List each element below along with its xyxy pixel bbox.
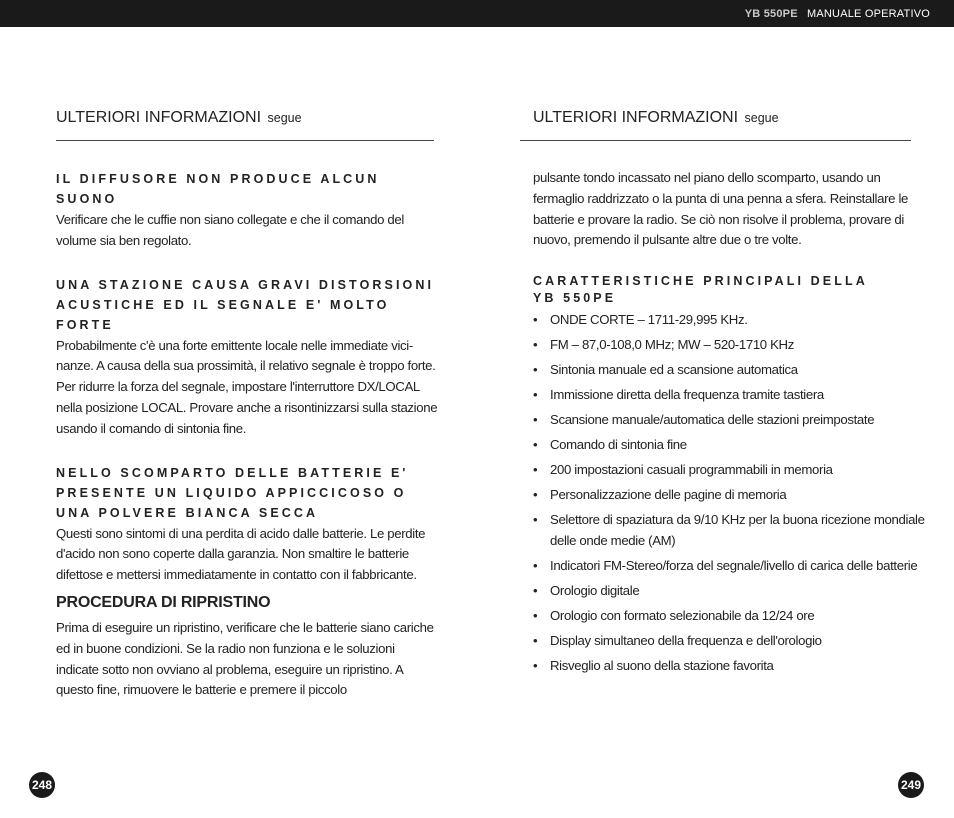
feature-item [533,460,925,481]
troubleshooting-heading: UNA POLVERE BIANCA SECCA [56,505,319,520]
feature-text: 200 impostazioni casuali programmabili in memoria [550,461,833,477]
right-section-title-text: ULTERIORI INFORMAZIONI [533,109,739,126]
feature-item [533,410,925,431]
feature-text: Sintonia manuale ed a scansione automatica [550,361,798,377]
feature-text: Selettore di spaziatura da 9/10 KHz per la buona ricezione mondiale delle onde medie (AM) [550,511,925,548]
troubleshooting-heading: IL DIFFUSORE NON PRODUCE ALCUN SUONO [56,172,380,206]
troubleshooting-item [56,169,438,252]
feature-text: Display simultaneo della frequenza e dell'orologio [550,632,822,648]
feature-item [533,656,925,677]
right-section-suffix: segue [744,111,779,125]
features-section [533,273,925,681]
feature-text: Scansione manuale/automatica delle stazioni preimpostate [550,411,875,427]
feature-item [533,510,925,552]
troubleshooting-heading: NELLO SCOMPARTO DELLE BATTERIE E' [56,465,409,480]
feature-item [533,385,925,406]
bullet-icon: • [533,607,538,623]
bullet-icon: • [533,486,538,502]
bullet-icon: • [533,411,538,427]
reset-section [56,594,438,701]
left-section-suffix: segue [267,111,302,125]
bullet-icon: • [533,557,538,573]
troubleshooting-heading: ACUSTICHE ED IL SEGNALE E' MOLTO FORTE [56,297,390,332]
left-section-title-text: ULTERIORI INFORMAZIONI [56,109,262,126]
continuation-text: pulsante tondo incassato nel piano dello scomparto, usando un fermaglio raddrizzato o la punta di una penna a sfera. Reinstallare le batterie e provare la radio. Se ciò non risolve il problema, provare di nuovo, premendo il pulsante altre due o tre volte. [533,170,909,248]
features-heading-line: CARATTERISTICHE PRINCIPALI DELLA [533,274,868,288]
troubleshooting-body: Verificare che le cuffie non siano collegate e che il comando del volume sia ben regolato. [56,212,404,248]
header-manual-title: MANUALE OPERATIVO [807,8,930,20]
troubleshooting-item [56,463,438,586]
bullet-icon: • [533,582,538,598]
bullet-icon: • [533,312,538,327]
reset-title: PROCEDURA DI RIPRISTINO [56,594,271,611]
troubleshooting-heading: PRESENTE UN LIQUIDO APPICCICOSO O [56,485,407,500]
feature-text: FM – 87,0-108,0 MHz; MW – 520-1710 KHz [550,336,794,352]
feature-item [533,631,925,652]
features-heading-line: YB 550PE [533,291,617,305]
feature-item [533,360,925,381]
right-continuation [533,168,925,251]
feature-text: Risveglio al suono della stazione favorita [550,657,774,673]
bullet-icon: • [533,632,538,648]
page-header-bar [0,0,954,27]
feature-text: Orologio con formato selezionabile da 12/24 ore [550,607,815,623]
troubleshooting-item [56,275,438,440]
features-list [533,310,925,676]
left-troubleshooting-list [56,169,438,586]
left-section-title [56,109,302,127]
troubleshooting-body: Probabilmente c'è una forte emittente locale nelle immediate vici-nanze. A causa della sua prossimità, il relativo segnale è troppo forte. Per ridurre la forza del segnale, impostare l'interruttore DX/LOCAL nella posizione LOCAL. Provare anche a risontinizzarsi sulla stazione usando il comando di sintonia fine. [56,337,438,436]
page-number-left: 248 [29,772,55,798]
feature-text: Immissione diretta della frequenza tramite tastiera [550,386,824,402]
page-number-right: 249 [898,772,924,798]
bullet-icon: • [533,336,538,352]
feature-item [533,606,925,627]
troubleshooting-heading: UNA STAZIONE CAUSA GRAVI DISTORSIONI [56,277,435,292]
header-text [745,8,930,20]
feature-item [533,335,925,356]
feature-text: Orologio digitale [550,582,640,598]
feature-text: Indicatori FM-Stereo/forza del segnale/livello di carica delle batterie [550,557,918,573]
bullet-icon: • [533,386,538,402]
feature-item [533,556,925,577]
feature-item [533,485,925,506]
feature-item [533,581,925,602]
troubleshooting-body: Questi sono sintomi di una perdita di acido dalle batterie. Le perdite d'acido non sono coperte dalla garanzia. Non smaltire le batterie difettose e mettersi immediatamente in contatto con il fabbricante. [56,525,426,583]
feature-item [533,435,925,456]
bullet-icon: • [533,461,538,477]
reset-body: Prima di eseguire un ripristino, verificare che le batterie siano cariche ed in buone condizioni. Se la radio non funziona e le soluzioni indicate sotto non ovviano al problema, eseguire un ripristino. A questo fine, rimuovere le batterie e premere il piccolo [56,620,434,698]
features-heading [533,273,925,307]
bullet-icon: • [533,361,538,377]
feature-text: ONDE CORTE – 1711-29,995 KHz. [550,312,748,327]
header-model: YB 550PE [744,8,798,20]
bullet-icon: • [533,436,538,452]
bullet-icon: • [533,657,538,673]
left-section-divider [56,140,434,141]
right-section-title [533,109,779,127]
feature-text: Personalizzazione delle pagine di memoria [550,486,787,502]
right-section-divider [520,140,911,141]
feature-item [533,310,925,331]
bullet-icon: • [533,511,538,527]
feature-text: Comando di sintonia fine [550,436,687,452]
